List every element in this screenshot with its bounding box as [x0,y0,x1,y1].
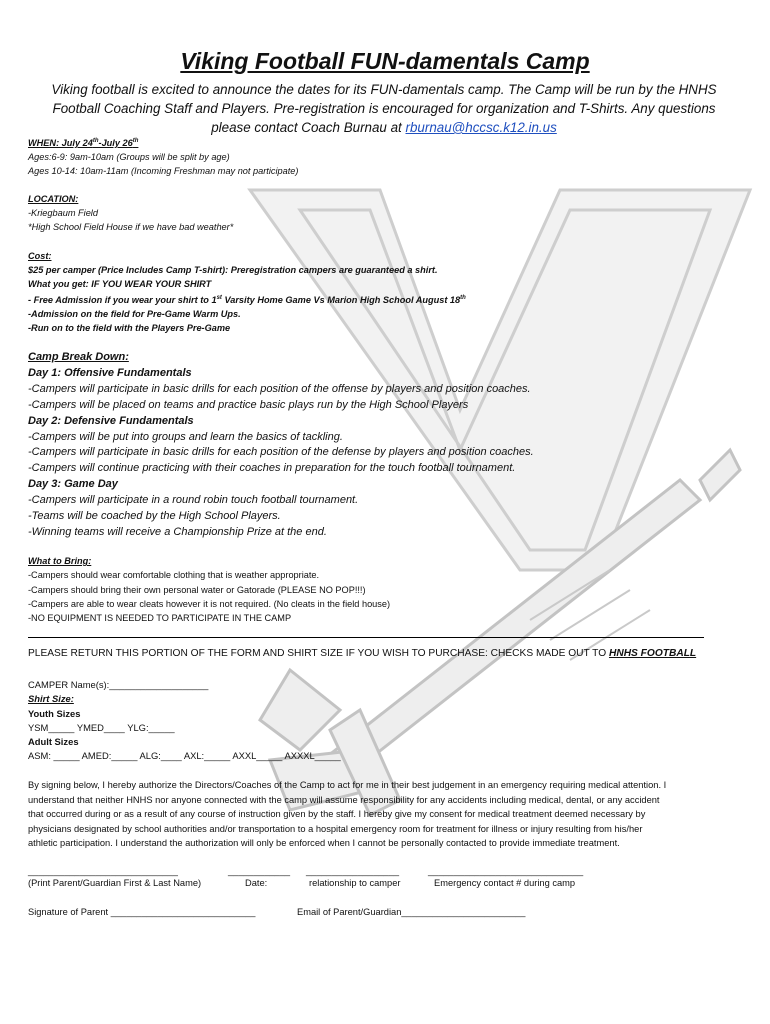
breakdown-line: -Campers will participate in basic drills for each position of the defense by players and position coaches. [28,446,534,459]
emergency-contact-blank[interactable]: ______________________________ [428,866,584,876]
camp-breakdown-section [28,350,534,541]
youth-sizes-heading: Youth Sizes [28,707,81,719]
date-blank[interactable]: ____________ [228,866,291,876]
cost-section [28,249,466,335]
cost-line: -Run on to the field with the Players Pre-Game [28,323,231,334]
adult-size-fields[interactable]: ASM: _____ AMED:_____ ALG:____ AXL:_____ AXXL_____ AXXXL_____ [28,750,341,762]
bring-line: -Campers should wear comfortable clothing that is weather appropriate. [28,570,320,581]
parent-email-field[interactable]: Email of Parent/Guardian________________________ [297,907,526,917]
breakdown-line: -Campers will be placed on teams and practice basic plays run by the High School Players [28,398,469,411]
print-name-label: (Print Parent/Guardian First & Last Name) [28,878,202,888]
ages-line: Ages 10-14: 10am-11am (Incoming Freshman may not participate) [28,166,299,177]
adult-sizes-heading: Adult Sizes [28,736,79,748]
consent-line: physicians designated by school authorities and/or transportation to a hospital emergency room for treatment for illness or injury resulting from his/her [28,823,643,834]
youth-size-fields[interactable]: YSM_____ YMED____ YLG:_____ [28,721,175,733]
consent-line: understand that neither HNHS nor anyone connected with the camp will assume responsibility for any accidents including medical, dental, or any accident [28,794,660,805]
location-section [28,192,233,234]
cost-line: - Free Admission if you wear your shirt to 1st Varsity Home Game Vs Marion High School August 18th [28,295,466,306]
location-heading: LOCATION: [28,194,79,204]
breakdown-line: -Campers will participate in basic drills for each position of the offense by players and position coaches. [28,382,531,395]
breakdown-line: -Campers will be put into groups and learn the basics of tackling. [28,430,343,443]
day-heading: Day 3: Game Day [28,478,118,491]
relationship-blank[interactable]: __________________ [306,866,400,876]
consent-line: By signing below, I hereby authorize the Directors/Coaches of the Camp to act for me in their best judgement in an emergency requiring medical attention. I [28,780,667,790]
breakdown-heading: Camp Break Down: [28,351,129,363]
consent-line: that occurred during or as a result of any course of instruction given by the staff. I hereby give my consent for medical treatment deemed necessary by [28,809,646,820]
cost-line: -Admission on the field for Pre-Game Warm Ups. [28,309,241,320]
what-to-bring-section [28,554,390,625]
relationship-label: relationship to camper [309,878,401,888]
date-label: Date: [245,878,268,888]
day-heading: Day 1: Offensive Fundamentals [28,366,192,379]
location-line: -Kriegbaum Field [28,208,98,218]
intro-line: Football Coaching Staff and Players. Pre-registration is encouraged for organization and T-Shirts. Any questions [52,101,716,116]
cost-line: What you get: IF YOU WEAR YOUR SHIRT [28,279,212,289]
bring-line: -Campers are able to wear cleats however it is not required. (No cleats in the field house) [28,598,391,609]
breakdown-line: -Winning teams will receive a Championship Prize at the end. [28,525,327,538]
bring-line: -Campers should bring their own personal water or Gatorade (PLEASE NO POP!!!) [28,584,366,595]
breakdown-line: -Campers will participate in a round robin touch football tournament. [28,494,359,507]
cost-line: $25 per camper (Price Includes Camp T-shirt): Preregistration campers are guaranteed a shirt. [28,265,438,275]
bring-heading: What to Bring: [28,556,92,566]
day-heading: Day 2: Defensive Fundamentals [28,414,194,427]
medical-consent-paragraph [28,778,750,851]
ages-line: Ages:6-9: 9am-10am (Groups will be split by age) [28,152,230,163]
return-instructions: PLEASE RETURN THIS PORTION OF THE FORM AND SHIRT SIZE IF YOU WISH TO PURCHASE: CHECKS MADE OUT TO HNHS FOOTBALL [28,648,697,659]
breakdown-line: -Campers will continue practicing with their coaches in preparation for the touch football tournament. [28,462,516,475]
breakdown-line: -Teams will be coached by the High School Players. [28,510,281,523]
shirt-order-form [28,678,341,764]
when-heading: WHEN: July 24th-July 26th [28,138,139,149]
page-title: Viking Football FUN-damentals Camp [180,48,590,74]
emergency-contact-label: Emergency contact # during camp [434,878,576,888]
intro-line: Viking football is excited to announce the dates for its FUN-damentals camp. The Camp will be run by the HNHS [51,82,717,97]
parent-signature-field[interactable]: Signature of Parent ____________________________ [28,907,256,917]
shirt-size-heading: Shirt Size: [28,693,74,705]
cost-heading: Cost: [28,251,52,261]
payee-name: HNHS FOOTBALL [608,648,697,659]
print-name-blank[interactable]: _____________________________ [28,866,178,876]
intro-line: please contact Coach Burnau at [211,120,406,135]
bring-line: -NO EQUIPMENT IS NEEDED TO PARTICIPATE IN THE CAMP [28,613,292,624]
coach-email-link[interactable]: rburnau@hccsc.k12.in.us [405,120,557,135]
consent-line: athletic participation. I understand the authorization will only be enforced when I cannot be personally contacted to provide immediate treatment. [28,838,620,849]
intro-paragraph [28,80,740,137]
cut-line-divider [28,637,704,638]
when-section [28,134,298,178]
location-line: *High School Field House if we have bad weather* [28,222,234,232]
camper-name-field[interactable]: CAMPER Name(s):___________________ [28,679,209,690]
